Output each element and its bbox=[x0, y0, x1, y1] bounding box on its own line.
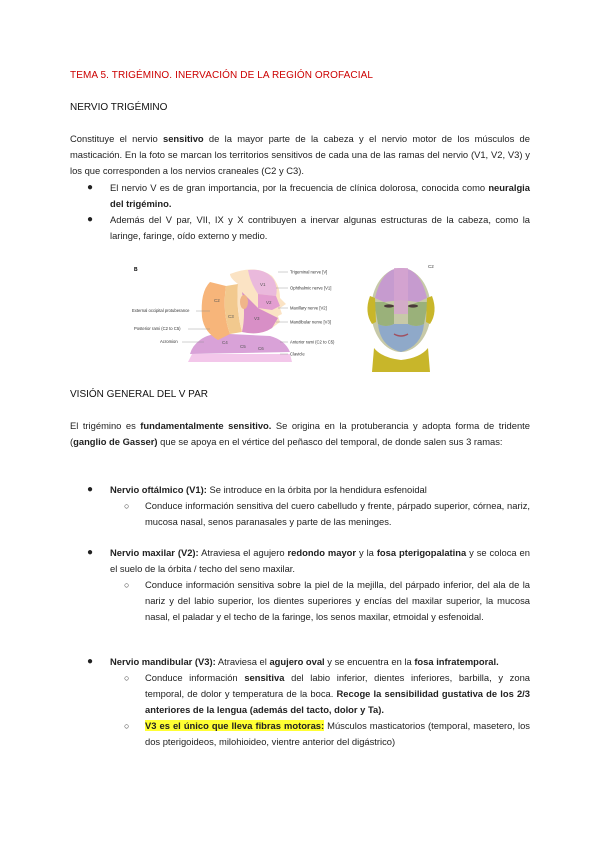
sub-item bbox=[110, 718, 530, 750]
labels-left bbox=[132, 308, 190, 344]
text-run: y la bbox=[356, 547, 377, 558]
shoulder-region bbox=[188, 354, 292, 362]
zone-label-c2: C2 bbox=[214, 298, 220, 303]
text-run: y se encuentra en la bbox=[324, 656, 415, 667]
labels-right bbox=[290, 270, 335, 357]
text-run: Conduce información sensitiva sobre la piel de la mejilla, del párpado inferior, del ala de la nariz y del labio superior, los dientes superiores y encías del maxilar superior, la mucosa nasal, el paladar y el techo de la faringe, los senos maxilar, etmoidal y esfenoidal. bbox=[145, 579, 530, 622]
bullet-dot-icon: ● bbox=[87, 484, 94, 495]
label-posterior-rami: Posterior rami (C2 to C5) bbox=[134, 326, 181, 331]
branch-v2 bbox=[70, 545, 530, 625]
branch-v1 bbox=[70, 482, 530, 530]
label-clavicle: Clavicle bbox=[290, 351, 305, 357]
face-label-c2: C2 bbox=[428, 264, 434, 269]
zone-label-c4: C4 bbox=[222, 340, 228, 345]
dermatome-lateral-figure bbox=[130, 262, 355, 372]
text-run: Conduce información sensitiva del cuero cabelludo y frente, párpado superior, córnea, nariz, mucosa nasal, senos paranasales y parte de las meninges. bbox=[145, 500, 530, 527]
sub-list bbox=[110, 498, 530, 530]
circle-bullet-icon: ○ bbox=[124, 501, 130, 511]
label-mandibular-nerve: Mandibular nerve [V3] bbox=[290, 319, 331, 325]
highlighted-text: V3 es el único que lleva fibras motoras: bbox=[145, 720, 325, 731]
sub-list bbox=[110, 577, 530, 625]
ear-shape bbox=[240, 295, 248, 309]
zone-label-c6: C6 bbox=[258, 346, 264, 351]
text-bold: fundamentalmente sensitivo. bbox=[140, 420, 272, 431]
text-bold: fosa pterigopalatina bbox=[376, 547, 467, 558]
right-eye-icon bbox=[408, 304, 418, 307]
bullet-item-v3 bbox=[70, 654, 530, 750]
heading-nervio-trigemino: NERVIO TRIGÉMINO bbox=[70, 102, 168, 113]
bullet-dot-icon: ● bbox=[87, 182, 94, 193]
bullet-list-1 bbox=[70, 180, 530, 244]
label-trigeminal-nerve: Trigeminal nerve [V] bbox=[290, 269, 328, 275]
bullet-item-v1 bbox=[70, 482, 530, 530]
zone-label-c5: C5 bbox=[240, 344, 246, 349]
document-title: TEMA 5. TRIGÉMINO. INERVACIÓN DE LA REGIÓN OROFACIAL bbox=[70, 70, 374, 81]
text-bold: ganglio de Gasser) bbox=[73, 436, 158, 447]
text-run: Atraviesa el bbox=[215, 656, 270, 667]
text-run: y se coloca en el suelo de la órbita / techo del seno maxilar. bbox=[110, 547, 530, 574]
zone-label-c3: C3 bbox=[228, 314, 234, 319]
text-run: Constituye el nervio bbox=[70, 133, 163, 144]
text-bold: redondo mayor bbox=[287, 547, 357, 558]
sub-item bbox=[110, 577, 530, 625]
bullet-item bbox=[70, 212, 530, 244]
text-run: Atraviesa el agujero bbox=[198, 547, 288, 558]
text-bold: neuralgia del trigémino. bbox=[110, 182, 530, 209]
label-ophthalmic-nerve: Ophthalmic nerve [V1] bbox=[290, 285, 332, 291]
text-run: del labio inferior, dientes inferiores, barbilla, y zona temporal, de dolor y temperatura de la boca. bbox=[145, 672, 531, 699]
bullet-dot-icon: ● bbox=[87, 547, 94, 558]
bullet-dot-icon: ● bbox=[87, 656, 94, 667]
heading-vision-general: VISIÓN GENERAL DEL V PAR bbox=[70, 389, 209, 400]
branch-v3 bbox=[70, 654, 530, 750]
bullet-item-v2 bbox=[70, 545, 530, 625]
text-bold: agujero oval bbox=[269, 656, 325, 667]
circle-bullet-icon: ○ bbox=[124, 721, 130, 731]
label-acromion: Acromion bbox=[160, 339, 178, 344]
text-run: que se apoya en el vértice del peñasco del temporal, de donde salen sus 3 ramas: bbox=[157, 436, 503, 447]
left-eye-icon bbox=[384, 304, 394, 307]
figure-label-b: B bbox=[134, 267, 138, 273]
text-run: Se introduce en la órbita por la hendidura esfenoidal bbox=[206, 484, 427, 495]
text-run: Además del V par, VII, IX y X contribuyen a inervar algunas estructuras de la cabeza, como la laringe, faringe, oído externo y medio. bbox=[110, 214, 530, 241]
text-bold: sensitivo bbox=[163, 133, 204, 144]
sub-item bbox=[110, 670, 530, 718]
text-bold: Nervio mandibular (V3): bbox=[110, 656, 216, 667]
text-bold: sensitiva bbox=[244, 672, 285, 683]
bullet-item bbox=[70, 180, 530, 212]
text-bold: Nervio oftálmico (V1): bbox=[110, 484, 207, 495]
text-run: Se origina en la protuberancia y adopta forma de tridente ( bbox=[70, 420, 530, 447]
text-run: El trigémino es bbox=[70, 420, 141, 431]
text-bold: fosa infratemporal. bbox=[414, 656, 499, 667]
sub-list bbox=[110, 670, 530, 750]
text-run: El nervio V es de gran importancia, por la frecuencia de clínica dolorosa, conocida como bbox=[110, 182, 489, 193]
dermatome-frontal-figure bbox=[360, 262, 442, 372]
text-bold: Nervio maxilar (V2): bbox=[110, 547, 199, 558]
text-bold: Recoge la sensibilidad gustativa de los 2/3 anteriores de la lengua (además del tacto, dolor y Ta). bbox=[145, 688, 530, 715]
zone-label-v1: V1 bbox=[260, 282, 266, 287]
sub-item bbox=[110, 498, 530, 530]
label-maxillary-nerve: Maxillary nerve [V2] bbox=[290, 305, 327, 311]
intro-paragraph bbox=[70, 131, 530, 179]
section2-intro bbox=[70, 418, 530, 450]
text-run: de la mayor parte de la cabeza y el nervio motor de los músculos de masticación. En la foto se marcan los territorios sensitivos de cada una de las ramas del nervio (V1, V2, V3) y los que corresponden a los nervios craneales (C2 y C3). bbox=[70, 133, 530, 176]
label-anterior-rami: Anterior rami (C2 to C5) bbox=[290, 339, 335, 345]
label-external-occipital-protuberance: External occipital protuberance bbox=[132, 308, 190, 313]
v1-nose-region bbox=[394, 268, 408, 314]
text-run: Conduce información bbox=[145, 672, 245, 683]
circle-bullet-icon: ○ bbox=[124, 580, 130, 590]
zone-label-v2: V2 bbox=[266, 300, 272, 305]
bullet-dot-icon: ● bbox=[87, 214, 94, 225]
circle-bullet-icon: ○ bbox=[124, 673, 130, 683]
text-run: Músculos masticatorios (temporal, masetero, los dos pterigoideos, milohioideo, vientre anterior del digástrico) bbox=[145, 720, 530, 747]
zone-label-v3: V3 bbox=[254, 316, 260, 321]
